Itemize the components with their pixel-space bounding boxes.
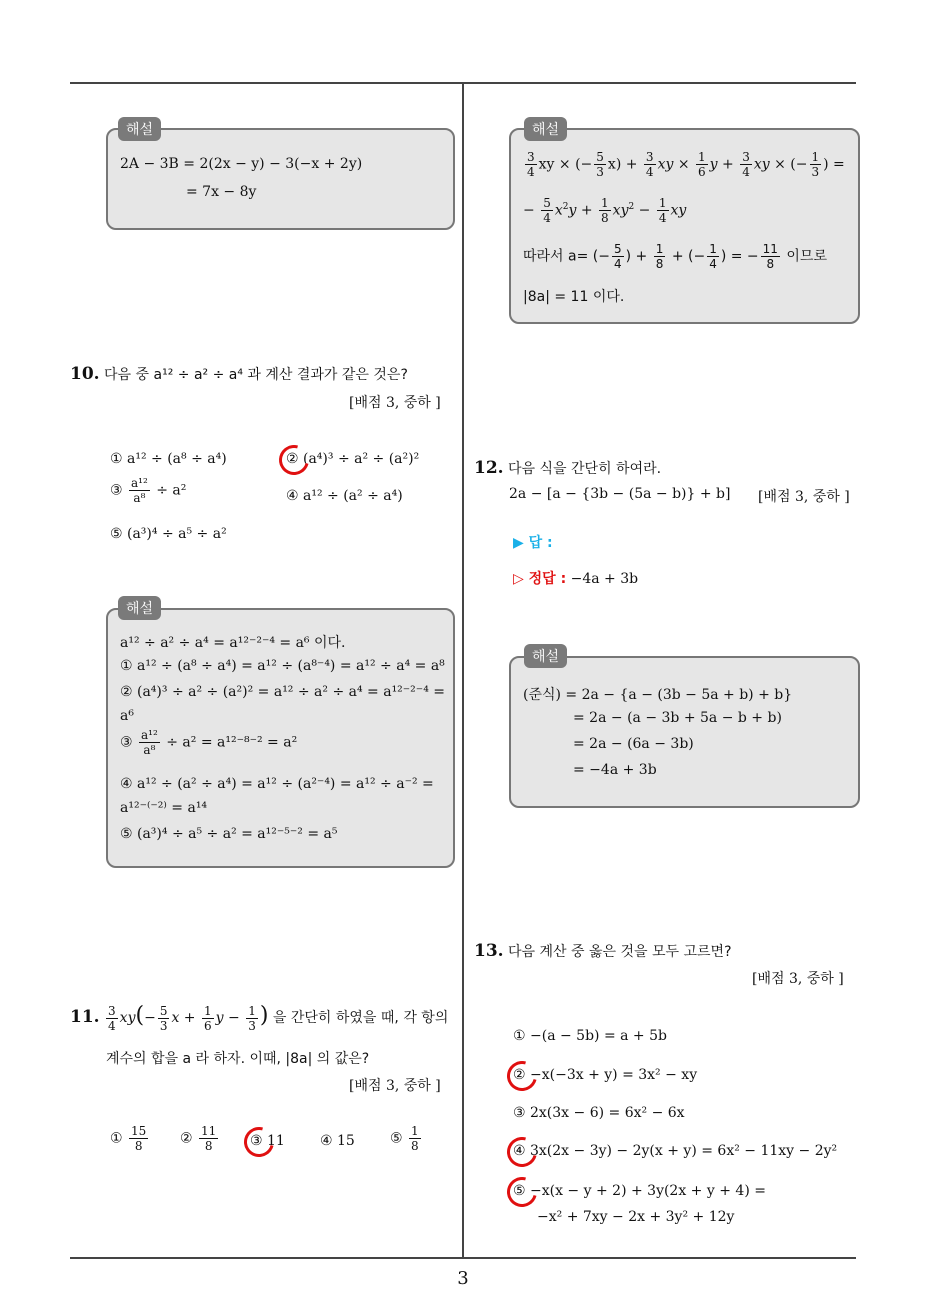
question-10 (70, 364, 408, 384)
solution-line: ③ $\frac{\text{a¹²}}{\text{a⁸}}$ ÷ a² = a¹²⁻⁸⁻² = a² (120, 728, 298, 757)
option-2[interactable]: ② −x(−3x + y) = 3x² − xy (513, 1067, 698, 1083)
option-1[interactable]: ① a¹² ÷ (a⁸ ÷ a⁴) (110, 451, 227, 467)
fraction (199, 1124, 218, 1153)
fraction (129, 1124, 148, 1153)
option-3[interactable]: ③ 11 (250, 1133, 285, 1149)
selected-answer-circle (502, 1132, 543, 1173)
option-1[interactable] (110, 1124, 150, 1153)
solution-line: $\frac{3}{4}$ xy × (− $\frac{5}{3}$ x) + $\frac{3}{4}$ xy × $\frac{1}{6}$ y + $\frac{3}{4}$ xy × (− $\frac{1}{3}$ ) = (527, 150, 845, 179)
solution-line: |8a| = 11 이다. (523, 289, 625, 305)
solution-line: 따라서 a= (− $\frac{5}{4}$ ) + $\frac{1}{8}$ + (− $\frac{1}{4}$ ) = − $\frac{11}{8}$ 이므로 (523, 242, 827, 271)
option-4[interactable]: ④ a¹² ÷ (a² ÷ a⁴) (286, 488, 403, 504)
fraction-numerator: 1 (411, 1124, 419, 1138)
solution-tab: 해설 (524, 117, 567, 141)
solution-line: = 2a − (6a − 3b) (573, 736, 694, 752)
question-meta: [배점 3, 중하 ] (349, 1078, 441, 1094)
question-text-cont: 계수의 합을 a 라 하자. 이때, |8a| 의 값은? (106, 1051, 370, 1067)
solution-line: a¹² ÷ a² ÷ a⁴ = a¹²⁻²⁻⁴ = a⁶ 이다. (120, 635, 346, 651)
solution-line: a¹²⁻⁽⁻²⁾ = a¹⁴ (120, 800, 208, 816)
question-text: 다음 중 a¹² ÷ a² ÷ a⁴ 과 계산 결과가 같은 것은? (104, 367, 408, 383)
selected-answer-circle (274, 440, 315, 481)
question-11: 11. $\frac{3}{4}$ xy(− $\frac{5}{3}$ x + $\frac{1}{6}$ y − $\frac{1}{3}$ ) 을 간단히 하였을 때, 각 항의 (70, 1003, 449, 1033)
solution-text: − (523, 202, 540, 219)
option-5[interactable]: ⑤ (a³)⁴ ÷ a⁵ ÷ a² (110, 526, 227, 542)
selected-answer-circle (239, 1122, 280, 1163)
bottom-rule (70, 1257, 856, 1259)
solution-line: = 7x − 8y (186, 184, 257, 200)
solution-tab: 해설 (118, 117, 161, 141)
solution-line: ② (a⁴)³ ÷ a² ÷ (a²)² = a¹² ÷ a² ÷ a⁴ = a¹²⁻²⁻⁴ = (120, 684, 445, 700)
fraction-numerator: a¹² (141, 728, 158, 742)
question-number: 12. (474, 458, 504, 478)
option-5[interactable]: ⑤ −x(x − y + 2) + 3y(2x + y + 4) = (513, 1183, 766, 1199)
option-2[interactable]: ② (a⁴)³ ÷ a² ÷ (a²)² (286, 451, 420, 467)
fraction-numerator: a¹² (131, 476, 148, 490)
option-5-cont: −x² + 7xy − 2x + 3y² + 12y (537, 1209, 735, 1225)
question-text: 다음 계산 중 옳은 것을 모두 고르면? (508, 944, 732, 960)
question-13 (474, 941, 732, 961)
question-number: 13. (474, 941, 504, 961)
question-text: 을 간단히 하였을 때, 각 항의 (272, 1010, 449, 1026)
solution-line: − $\frac{5}{4}$ $x^2y$ + $\frac{1}{8}$ $xy^2$ − $\frac{1}{4}$ xy (523, 196, 687, 225)
solution-line: (준식) = 2a − {a − (3b − 5a + b) + b} (523, 687, 793, 703)
fraction-denominator: 8 (204, 1139, 213, 1153)
solution-box-q9 (106, 128, 455, 230)
solution-text: x) + (607, 156, 642, 173)
fraction (139, 728, 160, 757)
fraction-denominator: a⁸ (133, 491, 146, 505)
option-3[interactable]: ③ 2x(3x − 6) = 6x² − 6x (513, 1105, 685, 1121)
question-12 (474, 458, 661, 478)
fraction-denominator: 8 (134, 1139, 143, 1153)
solution-text: xy × (− (538, 156, 593, 173)
selected-answer-circle (502, 1056, 543, 1097)
solution-line: ④ a¹² ÷ (a² ÷ a⁴) = a¹² ÷ (a²⁻⁴) = a¹² ÷ a⁻² = (120, 776, 434, 792)
question-number: 10. (70, 364, 100, 384)
solution-tab: 해설 (524, 644, 567, 668)
fraction (409, 1124, 421, 1153)
option-4[interactable]: ④ 15 (320, 1133, 355, 1149)
question-meta: [배점 3, 중하 ] (758, 489, 850, 505)
solution-line: = −4a + 3b (573, 762, 657, 778)
fraction-denominator: a⁸ (143, 743, 156, 757)
solution-line: ⑤ (a³)⁴ ÷ a⁵ ÷ a² = a¹²⁻⁵⁻² = a⁵ (120, 826, 338, 842)
solution-line: a⁶ (120, 708, 134, 724)
option-4[interactable]: ④ 3x(2x − 3y) − 2y(x + y) = 6x² − 11xy − 2y² (513, 1143, 838, 1159)
option-5[interactable] (390, 1124, 423, 1153)
question-number: 11. (70, 1007, 100, 1027)
fraction-numerator: 15 (131, 1124, 147, 1138)
fraction: $\frac{3}{4}$ (108, 1003, 116, 1033)
option-3-rest: ÷ a² (156, 482, 187, 499)
question-expression: 2a − [a − {3b − (5a − b)} + b] (509, 486, 731, 502)
question-meta: [배점 3, 중하 ] (752, 971, 844, 987)
answer-label: ▶ 답 : (513, 535, 553, 551)
option-label: ① (110, 1130, 123, 1147)
option-3-label: ③ (110, 482, 123, 499)
solution-tab: 해설 (118, 596, 161, 620)
option-3[interactable] (110, 476, 186, 505)
solution-line: = 2a − (a − 3b + 5a − b + b) (573, 710, 782, 726)
column-divider (462, 84, 464, 1257)
solution-text: ÷ a² = a¹²⁻⁸⁻² = a² (166, 734, 298, 751)
fraction (129, 476, 150, 505)
solution-box-q10 (106, 608, 455, 868)
question-meta: [배점 3, 중하 ] (349, 395, 441, 411)
page-number: 3 (457, 1268, 469, 1289)
correct-answer (513, 568, 638, 588)
option-1[interactable]: ① −(a − 5b) = a + 5b (513, 1028, 667, 1044)
correct-answer-label: ▷ 정답 : (513, 571, 567, 587)
selected-answer-circle (502, 1172, 543, 1213)
solution-text: 따라서 a= (523, 248, 593, 265)
fraction-denominator: 8 (411, 1139, 419, 1153)
fraction-numerator: 11 (201, 1124, 217, 1138)
solution-box-q12 (509, 656, 860, 808)
correct-answer-value: −4a + 3b (570, 571, 639, 587)
solution-box-q11 (509, 128, 860, 324)
option-label: ⑤ (390, 1130, 403, 1147)
solution-line: ① a¹² ÷ (a⁸ ÷ a⁴) = a¹² ÷ (a⁸⁻⁴) = a¹² ÷ a⁴ = a⁸ (120, 658, 445, 674)
question-text: 다음 식을 간단히 하여라. (508, 461, 662, 477)
solution-text: 이므로 (781, 248, 827, 265)
option-label: ② (180, 1130, 193, 1147)
solution-line: 2A − 3B = 2(2x − y) − 3(−x + 2y) (120, 156, 363, 172)
option-2[interactable] (180, 1124, 220, 1153)
